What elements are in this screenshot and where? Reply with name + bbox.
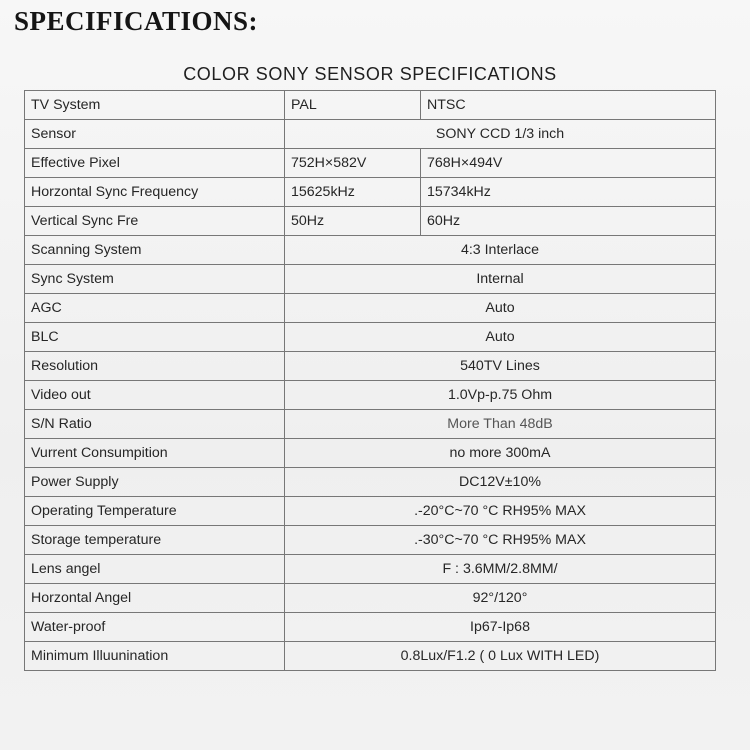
table-row [25,468,716,497]
table-row [25,149,716,178]
row-value: F : 3.6MM/2.8MM/ [285,555,716,584]
pal-value: 752H×582V [285,149,421,178]
row-value: 1.0Vp-p.75 Ohm [285,381,716,410]
row-value: no more 300mA [285,439,716,468]
table-row [25,265,716,294]
row-label: Lens angel [25,555,285,584]
ntsc-value: 768H×494V [421,149,716,178]
table-row [25,526,716,555]
row-label: Water-proof [25,613,285,642]
row-value: .-20°C~70 °C RH95% MAX [285,497,716,526]
row-value: 4:3 Interlace [285,236,716,265]
row-label: Horzontal Angel [25,584,285,613]
row-label: Power Supply [25,468,285,497]
row-label: Operating Temperature [25,497,285,526]
row-label: Video out [25,381,285,410]
row-label: Horzontal Sync Frequency [25,178,285,207]
row-label: S/N Ratio [25,410,285,439]
table-row [25,207,716,236]
row-value: .-30°C~70 °C RH95% MAX [285,526,716,555]
table-row [25,381,716,410]
row-label: Storage temperature [25,526,285,555]
row-value: 92°/120° [285,584,716,613]
row-label: Sync System [25,265,285,294]
ntsc-value: 15734kHz [421,178,716,207]
table-row [25,178,716,207]
table-row [25,497,716,526]
table-row [25,555,716,584]
row-value: More Than 48dB [285,410,716,439]
row-value: 540TV Lines [285,352,716,381]
table-row [25,294,716,323]
row-label: Vertical Sync Fre [25,207,285,236]
table-row [25,120,716,149]
row-label: Minimum Illuunination [25,642,285,671]
table-row [25,613,716,642]
pal-value: PAL [285,91,421,120]
table-row [25,91,716,120]
ntsc-value: 60Hz [421,207,716,236]
row-label: Resolution [25,352,285,381]
row-value: DC12V±10% [285,468,716,497]
table-title: COLOR SONY SENSOR SPECIFICATIONS [183,64,557,84]
row-value: Ip67-Ip68 [285,613,716,642]
row-value: 0.8Lux/F1.2 ( 0 Lux WITH LED) [285,642,716,671]
table-row [25,439,716,468]
pal-value: 15625kHz [285,178,421,207]
row-value: Internal [285,265,716,294]
row-value: Auto [285,323,716,352]
row-label: BLC [25,323,285,352]
table-row [25,642,716,671]
table-row [25,323,716,352]
ntsc-value: NTSC [421,91,716,120]
table-row [25,584,716,613]
row-label: Effective Pixel [25,149,285,178]
table-row [25,352,716,381]
row-value: SONY CCD 1/3 inch [285,120,716,149]
specifications-table [24,90,716,671]
table-row [25,410,716,439]
page-title: SPECIFICATIONS: [14,6,259,36]
pal-value: 50Hz [285,207,421,236]
row-label: AGC [25,294,285,323]
row-label: TV System [25,91,285,120]
row-label: Sensor [25,120,285,149]
table-row [25,236,716,265]
row-label: Vurrent Consumpition [25,439,285,468]
row-label: Scanning System [25,236,285,265]
row-value: Auto [285,294,716,323]
